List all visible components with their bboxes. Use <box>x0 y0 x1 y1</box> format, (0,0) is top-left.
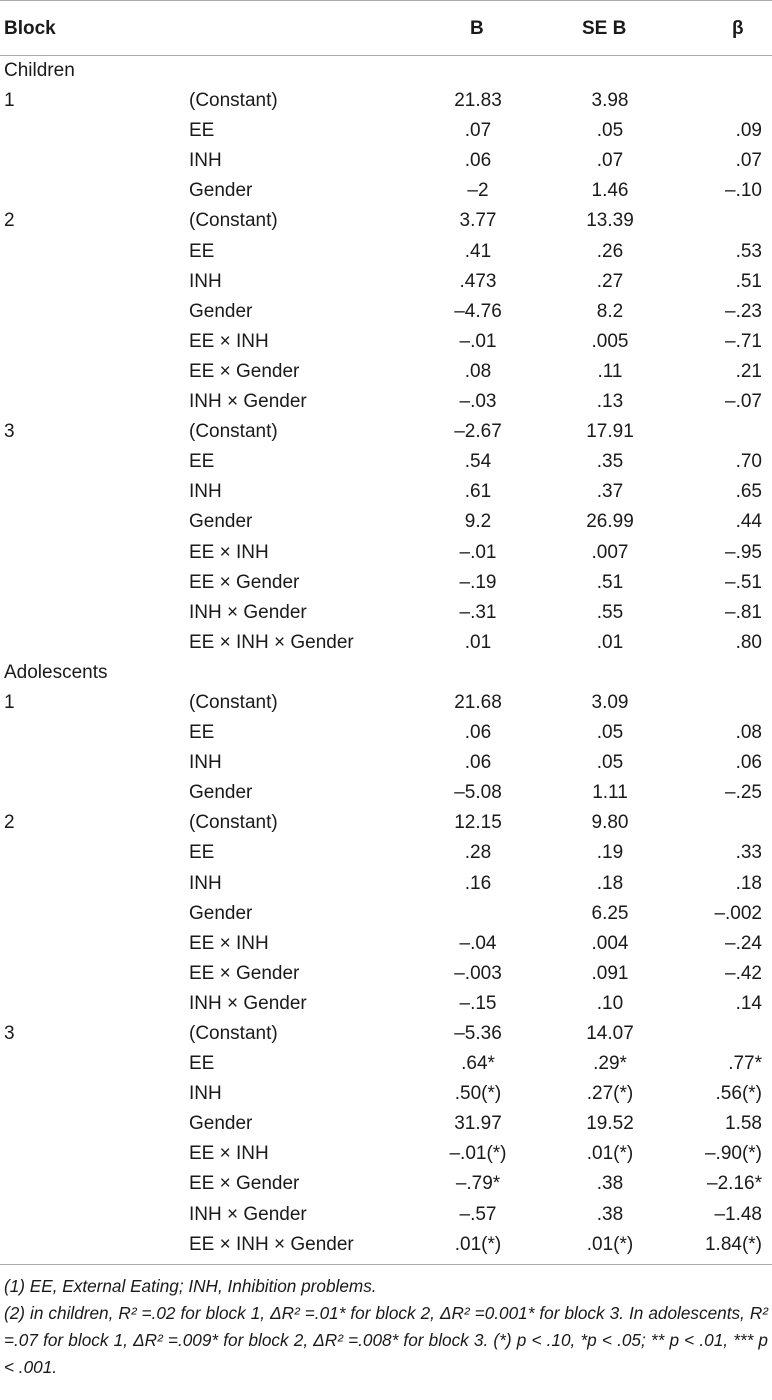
cell-variable: (Constant) <box>189 421 278 443</box>
cell-variable: EE × INH × Gender <box>189 1233 354 1255</box>
cell-beta: –.23 <box>725 300 762 322</box>
table-row <box>0 869 772 899</box>
cell-se-b: 9.80 <box>591 812 629 834</box>
table-row <box>0 206 772 236</box>
cell-beta: .51 <box>735 270 762 292</box>
table-row <box>0 176 772 206</box>
table-notes <box>0 1265 772 1381</box>
cell-se-b: .007 <box>591 541 629 563</box>
cell-block: 2 <box>4 812 15 834</box>
cell-b: .01 <box>464 631 492 653</box>
cell-beta: –.25 <box>725 782 762 804</box>
cell-se-b: .004 <box>591 932 629 954</box>
cell-beta: .09 <box>735 120 762 142</box>
cell-se-b: .05 <box>596 722 624 744</box>
table-row <box>0 538 772 568</box>
cell-se-b: 17.91 <box>586 421 634 443</box>
cell-se-b: .38 <box>596 1203 624 1225</box>
cell-se-b: .29* <box>593 1053 627 1075</box>
table-row <box>0 899 772 929</box>
cell-se-b: .13 <box>596 391 624 413</box>
cell-variable: INH <box>189 481 222 503</box>
cell-beta: .70 <box>735 451 762 473</box>
cell-b: 21.68 <box>454 691 502 713</box>
cell-b: –.003 <box>454 962 502 984</box>
table-header <box>0 0 772 56</box>
cell-b: –.57 <box>459 1203 497 1225</box>
cell-se-b: 19.52 <box>586 1113 634 1135</box>
cell-variable: INH <box>189 1083 222 1105</box>
cell-se-b: .091 <box>591 962 629 984</box>
table-row <box>0 146 772 176</box>
table-row <box>0 808 772 838</box>
table-row <box>0 297 772 327</box>
cell-block: Children <box>4 60 75 81</box>
cell-block: 1 <box>4 691 15 713</box>
cell-b: .61 <box>464 481 492 503</box>
cell-b: –2.67 <box>454 421 502 443</box>
cell-b: .01(*) <box>454 1233 502 1255</box>
cell-variable: EE <box>189 722 215 744</box>
cell-beta: .44 <box>735 511 762 533</box>
cell-b: –.01 <box>459 541 497 563</box>
table-row <box>0 116 772 146</box>
cell-block: 3 <box>4 1023 15 1044</box>
table-row <box>0 598 772 628</box>
cell-variable: INH × Gender <box>189 992 307 1014</box>
cell-b: .28 <box>464 842 492 864</box>
cell-variable: Gender <box>189 511 253 533</box>
cell-b: .16 <box>464 872 492 894</box>
table-row <box>0 507 772 537</box>
cell-beta: .33 <box>735 842 762 864</box>
cell-variable: INH <box>189 270 222 292</box>
cell-beta: –1.48 <box>714 1203 762 1225</box>
cell-se-b: .005 <box>591 330 629 352</box>
table-row <box>0 628 772 658</box>
cell-variable: INH × Gender <box>189 391 307 413</box>
cell-se-b: .27(*) <box>586 1083 634 1105</box>
cell-block: Adolescents <box>4 661 108 683</box>
cell-beta: .21 <box>735 360 762 382</box>
cell-se-b: .01 <box>596 631 624 653</box>
cell-beta: .18 <box>735 872 762 894</box>
cell-beta: –.07 <box>725 391 762 413</box>
table-row <box>0 838 772 868</box>
table-row <box>0 1139 772 1169</box>
cell-variable: (Constant) <box>189 210 278 232</box>
cell-se-b: 14.07 <box>586 1023 634 1044</box>
table-row <box>0 778 772 808</box>
cell-b: –.15 <box>459 992 497 1014</box>
cell-block: 3 <box>4 421 15 443</box>
cell-b: 12.15 <box>454 812 502 834</box>
table-row <box>0 447 772 477</box>
table-row <box>0 237 772 267</box>
cell-se-b: .01(*) <box>586 1143 634 1165</box>
cell-variable: (Constant) <box>189 691 278 713</box>
cell-b: –5.36 <box>454 1023 502 1044</box>
table-row <box>0 929 772 959</box>
table-row <box>0 1019 772 1049</box>
table-row <box>0 959 772 989</box>
cell-variable: INH <box>189 752 222 774</box>
cell-se-b: .27 <box>596 270 624 292</box>
cell-b: .41 <box>464 240 492 262</box>
cell-b: 31.97 <box>454 1113 502 1135</box>
cell-se-b: .05 <box>596 752 624 774</box>
table-row <box>0 688 772 718</box>
cell-variable: EE <box>189 451 215 473</box>
cell-b: 9.2 <box>464 511 492 533</box>
cell-b: –.04 <box>459 932 497 954</box>
cell-b: –.31 <box>459 601 497 623</box>
cell-se-b: .01(*) <box>586 1233 634 1255</box>
cell-beta: .80 <box>735 631 762 653</box>
cell-variable: (Constant) <box>189 1023 278 1044</box>
cell-b: .50(*) <box>454 1083 502 1105</box>
cell-variable: EE <box>189 842 215 864</box>
cell-b: .06 <box>464 722 492 744</box>
table-row <box>0 86 772 116</box>
cell-se-b: 8.2 <box>596 300 624 322</box>
cell-se-b: .05 <box>596 120 624 142</box>
cell-b: –4.76 <box>454 300 502 322</box>
header-beta: β <box>732 18 744 39</box>
cell-b: .08 <box>464 360 492 382</box>
cell-beta: –.90(*) <box>704 1143 762 1165</box>
cell-beta: –.24 <box>725 932 762 954</box>
table-row <box>0 357 772 387</box>
cell-variable: INH × Gender <box>189 601 307 623</box>
cell-block: 1 <box>4 90 15 112</box>
table-row <box>0 387 772 417</box>
cell-beta: .53 <box>735 240 762 262</box>
cell-variable: EE × Gender <box>189 360 300 382</box>
header-b: B <box>470 18 484 39</box>
cell-se-b: 3.09 <box>591 691 629 713</box>
cell-variable: (Constant) <box>189 812 278 834</box>
note-statistics: (2) in children, R² =.02 for block 1, ΔR² =.01* for block 2, ΔR² =0.001* for block 3. In adolescents, R² =.07 for block 1, ΔR² =.009* for block 2, ΔR² =.008* for block 3. (*) p < .10, *p < .05; ** p < .01, *** p < .001. <box>4 1302 768 1377</box>
cell-se-b: .19 <box>596 842 624 864</box>
cell-b: –.01(*) <box>449 1143 507 1165</box>
cell-beta: –.51 <box>725 571 762 593</box>
cell-variable: Gender <box>189 300 253 322</box>
cell-se-b: .18 <box>596 872 624 894</box>
cell-beta: .77* <box>728 1053 762 1075</box>
cell-se-b: 6.25 <box>591 902 629 924</box>
cell-beta: –2.16* <box>707 1173 762 1195</box>
cell-beta: –.71 <box>725 330 762 352</box>
cell-se-b: .51 <box>596 571 624 593</box>
cell-beta: –.002 <box>714 902 762 924</box>
cell-variable: EE × Gender <box>189 962 300 984</box>
cell-beta: .56(*) <box>715 1083 762 1105</box>
cell-variable: EE × INH <box>189 330 269 352</box>
cell-variable: (Constant) <box>189 90 278 112</box>
cell-beta: –.81 <box>725 601 762 623</box>
table-row <box>0 989 772 1019</box>
cell-b: –.03 <box>459 391 497 413</box>
cell-se-b: .26 <box>596 240 624 262</box>
cell-beta: –.95 <box>725 541 762 563</box>
cell-beta: .06 <box>735 752 762 774</box>
cell-b: .64* <box>461 1053 495 1075</box>
table-row <box>0 1169 772 1199</box>
note-abbreviations: (1) EE, External Eating; INH, Inhibition problems. <box>4 1275 377 1296</box>
table-row <box>0 267 772 297</box>
cell-beta: .14 <box>735 992 762 1014</box>
header-se-b: SE B <box>582 18 627 39</box>
cell-se-b: .11 <box>597 360 623 382</box>
cell-se-b: .07 <box>596 150 624 172</box>
cell-se-b: 26.99 <box>586 511 634 533</box>
cell-variable: EE <box>189 120 215 142</box>
table-row <box>0 1109 772 1139</box>
cell-beta: .08 <box>735 722 762 744</box>
cell-variable: Gender <box>189 782 253 804</box>
cell-variable: INH <box>189 150 222 172</box>
table-row <box>0 327 772 357</box>
cell-variable: INH × Gender <box>189 1203 307 1225</box>
table-row <box>0 1049 772 1079</box>
table-row <box>0 1230 772 1260</box>
cell-b: .54 <box>464 451 492 473</box>
cell-b: .06 <box>464 150 492 172</box>
cell-variable: EE × INH <box>189 1143 269 1165</box>
cell-variable: Gender <box>189 1113 253 1135</box>
cell-beta: –.42 <box>725 962 762 984</box>
cell-variable: EE × INH × Gender <box>189 631 354 653</box>
cell-b: –.79* <box>455 1173 501 1195</box>
table-row <box>0 568 772 598</box>
cell-se-b: 1.11 <box>592 782 628 804</box>
table-row <box>0 477 772 507</box>
cell-b: .07 <box>464 120 492 142</box>
header-block: Block <box>4 18 56 39</box>
cell-se-b: .38 <box>596 1173 624 1195</box>
table-row <box>0 1200 772 1230</box>
cell-b: 21.83 <box>454 90 502 112</box>
cell-block: 2 <box>4 210 15 232</box>
cell-variable: EE <box>189 1053 215 1075</box>
cell-se-b: .37 <box>596 481 624 503</box>
cell-beta: .07 <box>735 150 762 172</box>
cell-beta: .65 <box>735 481 762 503</box>
cell-variable: EE × INH <box>189 541 269 563</box>
cell-variable: EE × Gender <box>189 1173 300 1195</box>
table-row <box>0 417 772 447</box>
table-row <box>0 1079 772 1109</box>
table-row <box>0 56 772 86</box>
cell-variable: Gender <box>189 180 253 202</box>
cell-variable: EE <box>189 240 215 262</box>
cell-beta: –.10 <box>725 180 762 202</box>
cell-se-b: .35 <box>596 451 624 473</box>
cell-se-b: 3.98 <box>591 90 629 112</box>
cell-b: –.01 <box>459 330 497 352</box>
cell-variable: Gender <box>189 902 253 924</box>
cell-b: –5.08 <box>454 782 502 804</box>
cell-se-b: .55 <box>596 601 624 623</box>
cell-b: –2 <box>467 180 489 202</box>
cell-b: –.19 <box>459 571 497 593</box>
cell-se-b: 13.39 <box>586 210 634 232</box>
table-row <box>0 658 772 688</box>
table-row <box>0 718 772 748</box>
cell-b: .473 <box>459 270 497 292</box>
cell-variable: INH <box>189 872 222 894</box>
table-row <box>0 748 772 778</box>
cell-b: 3.77 <box>459 210 497 232</box>
cell-variable: EE × Gender <box>189 571 300 593</box>
cell-beta: 1.58 <box>725 1113 762 1135</box>
table-body <box>0 56 772 1260</box>
cell-se-b: 1.46 <box>591 180 629 202</box>
cell-variable: EE × INH <box>189 932 269 954</box>
cell-beta: 1.84(*) <box>704 1233 762 1255</box>
cell-b: .06 <box>464 752 492 774</box>
cell-se-b: .10 <box>596 992 624 1014</box>
